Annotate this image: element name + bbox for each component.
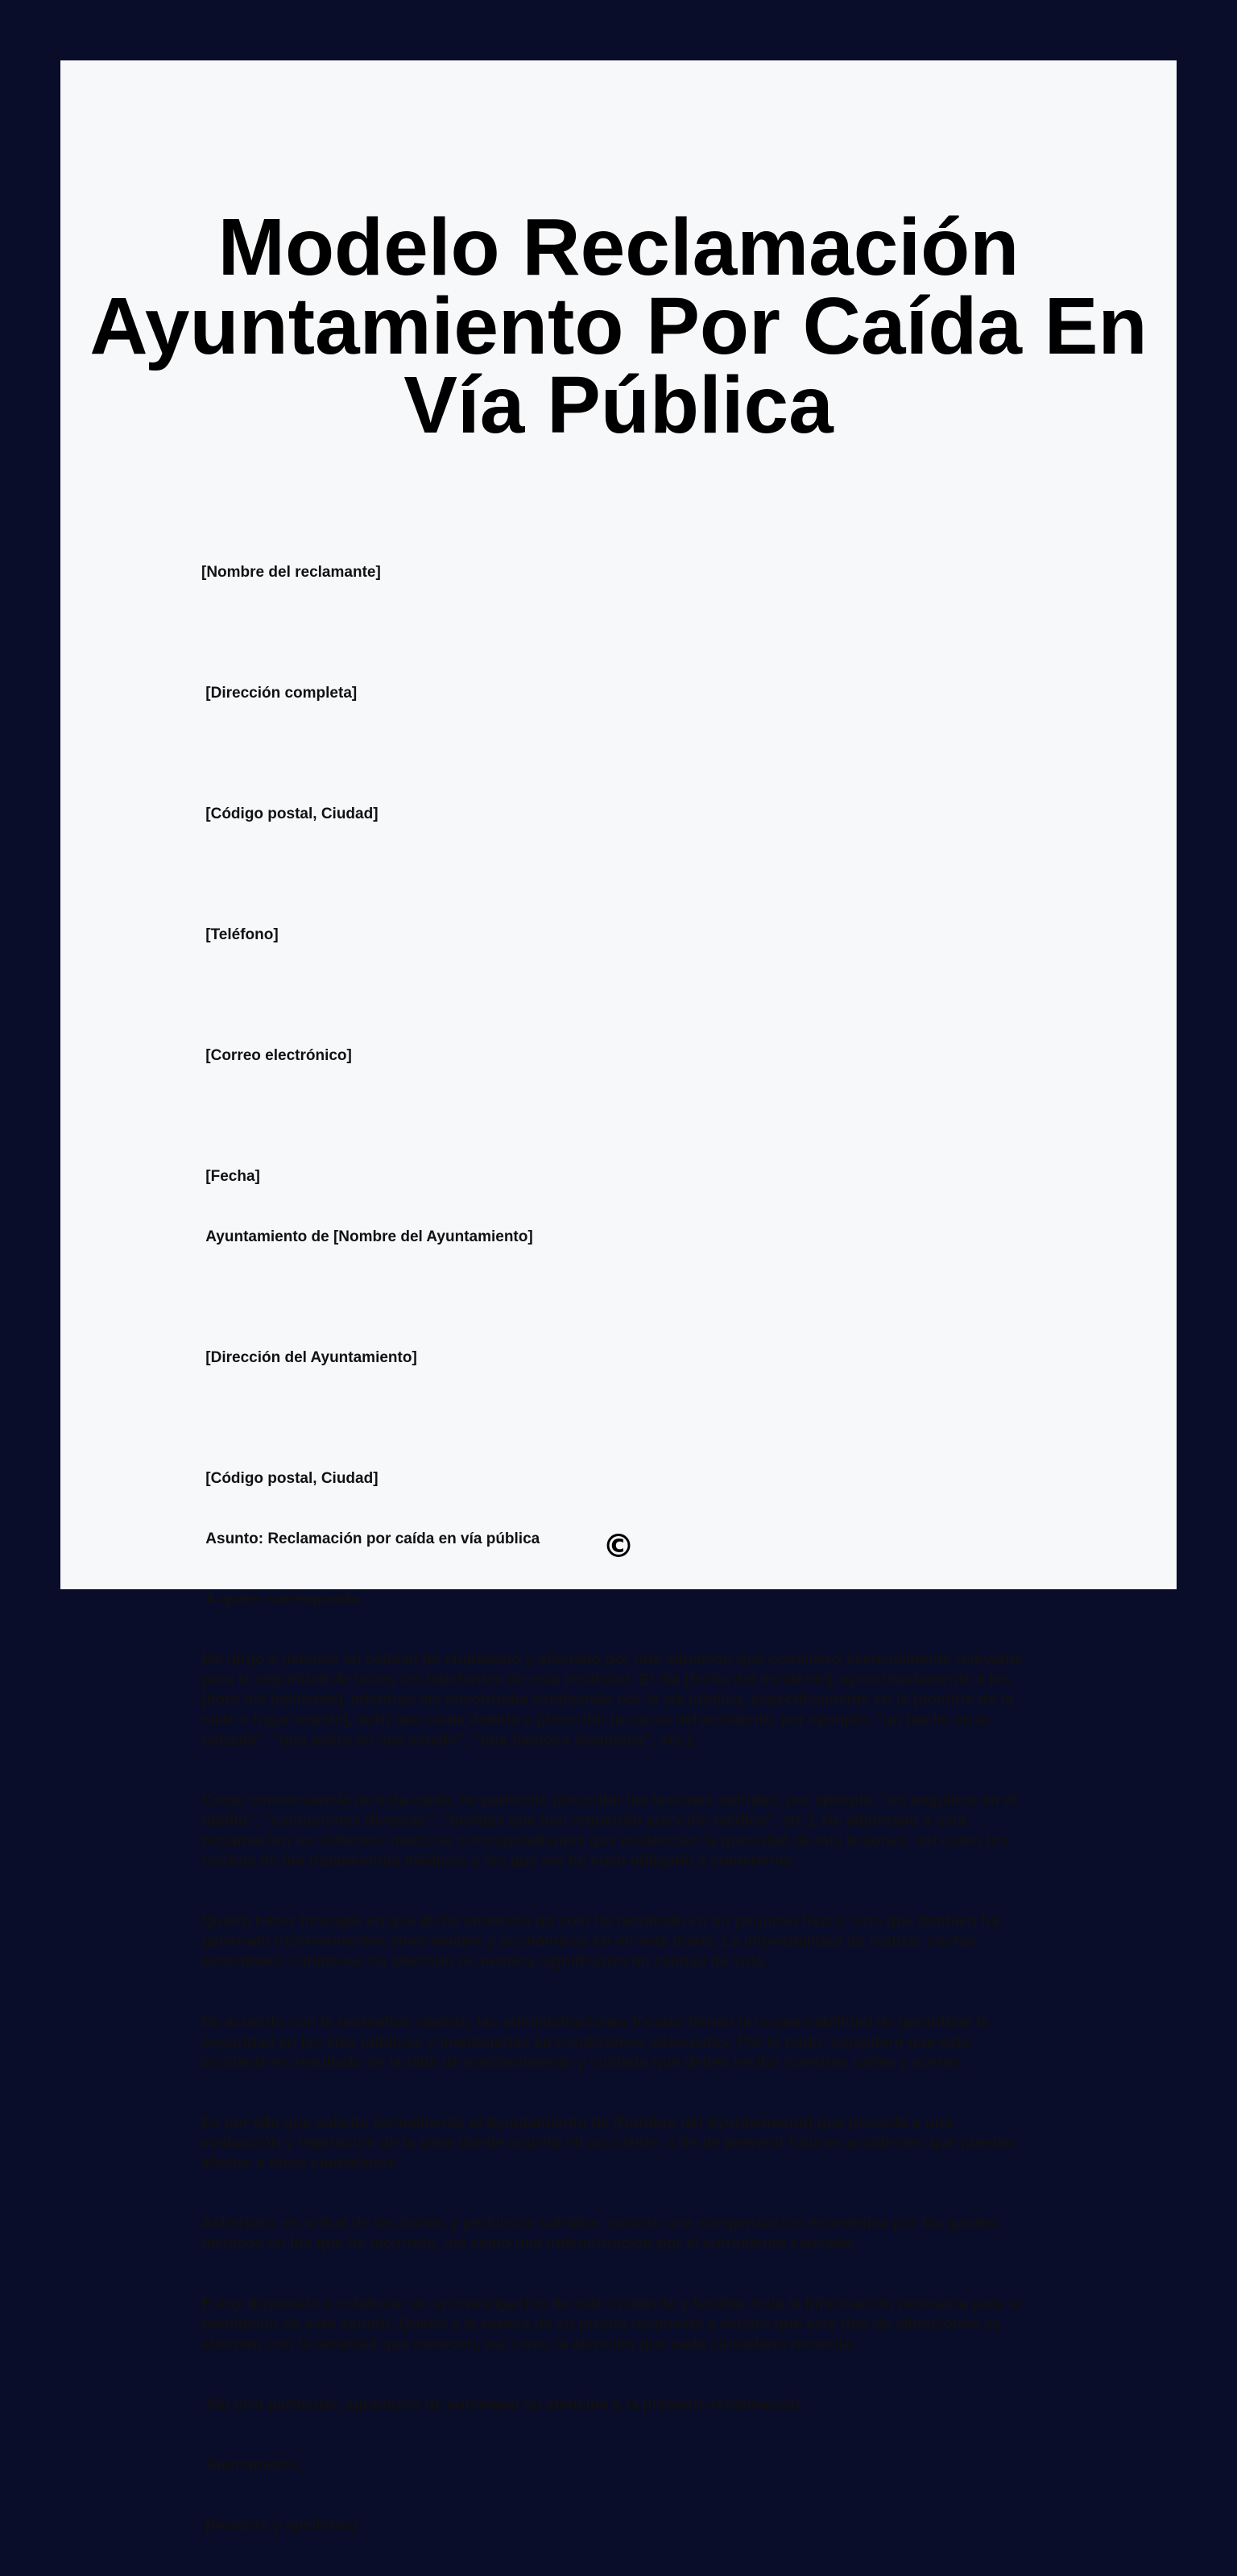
sender-name: [Nombre del reclamante] <box>201 564 381 581</box>
letter-paragraph: Es por ello que solicito formalmente al Ayuntamiento de [Nombre del Ayuntamiento] que proceda a una evaluación y reparación de la zona donde ocurrió mi accidente, a fin de prevenir futuros accidentes que puedan afectar a otros ciudadanos. <box>201 2114 1020 2172</box>
letter-signature: [Nombre y apellidos] <box>201 2517 358 2534</box>
letter-closing-line: Sin otro particular, agradezco de antemano su atención a la presente reclamación. <box>201 2396 805 2413</box>
line-gap <box>201 623 1087 643</box>
line-gap <box>201 864 1087 884</box>
letter-salutation: A quien corresponda, <box>201 1591 362 1608</box>
line-gap <box>201 1408 1087 1428</box>
line-gap <box>201 1287 1087 1307</box>
recipient-name: Ayuntamiento de [Nombre del Ayuntamiento] <box>201 1228 533 1245</box>
sender-postal-city: [Código postal, Ciudad] <box>201 806 379 822</box>
line-gap <box>201 985 1087 1005</box>
sender-email: [Correo electrónico] <box>201 1047 352 1064</box>
sender-phone: [Teléfono] <box>201 926 279 943</box>
document-title: Modelo Reclamación Ayuntamiento Por Caída En Vía Pública <box>89 202 1148 450</box>
copyright-icon: © <box>602 1528 635 1565</box>
letter-sign-off: Atentamente, <box>201 2457 303 2474</box>
letter-paragraph: Estoy dispuesto a colaborar en la investigación de este incidente y facilitar toda la información necesaria para la resolución de este asunto. Quedo a la espera de su pronta respuesta y espero que este tipo de situaciones se aborden con la seriedad que merecen, así como la atención que cada ciudadano necesita. <box>201 2296 1026 2353</box>
letter-paragraph: Me dirijo a ustedes en calidad de ciudadano y afectado por una situación que considero esencialmente relevante para la seguridad de todos los habitantes de esta localidad. El día [fecha del incidente], aproximadamente a las [hora del incidente], mientras me encontraba caminando por la vía pública, específicamente en la [nombre de la calle o lugar exacto], sufrí una caída debido a [describir la causa del accidente, por ejemplo, "un bache en la calzada", "una acera en mal estado", "una baldosa levantada", etc.]. <box>201 1651 1028 1749</box>
document-page <box>60 60 1177 2534</box>
recipient-address: [Dirección del Ayuntamiento] <box>201 1349 417 1366</box>
sender-address: [Dirección completa] <box>201 685 358 702</box>
letter-subject: Asunto: Reclamación por caída en vía pública <box>201 1530 540 1547</box>
letter-date: [Fecha] <box>201 1168 260 1185</box>
line-gap <box>201 743 1087 764</box>
recipient-postal-city: [Código postal, Ciudad] <box>201 1470 379 1487</box>
letter-paragraph: De acuerdo con la normativa vigente, las administraciones locales tienen la responsabilidad de garantizar la seguridad en las vías públicas y mantenerlas en condiciones adecuadas. Por lo tanto, considero que este incidente es resultado de la falta de mantenimiento y cuidado que deben recibir nuestras calles y aceras. <box>201 2014 994 2071</box>
line-gap <box>201 1106 1087 1126</box>
letter-paragraph: Asimismo, en virtud de los daños y perjuicios sufridos, solicito una compensación económica por los gastos médicos en los que he incurrido, así como una indemnización por el sufrimiento causado. <box>201 2215 1002 2252</box>
letter-paragraph: Como consecuencia de esta caída, he padecido [describir las lesiones sufridas, por ejemplo, "un esguince en el tobillo", "contusiones diversas", "heridas que han requerido atención médica", etc.]. He adjuntado a esta reclamación los informes médicos correspondientes que evidencian la gravedad de mis lesiones, así como los recibos de los tratamientos médicos a los que me he visto obligado a someterme. <box>201 1792 1021 1870</box>
letter-paragraph: Quiero hacer hincapié en que dicha situación no solo ha resultado en un perjuicio físico, sino que también ha generado inconvenientes emocionales y económicos en mi vida diaria. La imposibilidad de realizar ciertas actividades cotidianas ha afectado de manera significativa mi calidad de vida. <box>201 1913 1003 1970</box>
